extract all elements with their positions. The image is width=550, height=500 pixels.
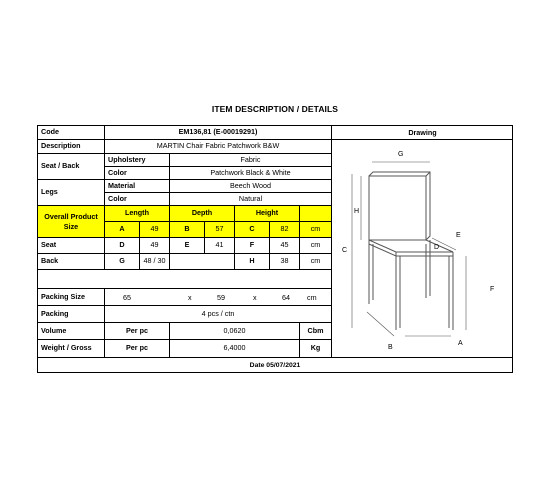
legs-color-value: Natural [170, 193, 332, 206]
height-header: Height [235, 206, 300, 222]
material-label: Material [105, 180, 170, 193]
volume-label: Volume [38, 323, 105, 340]
pack-height: 64 [282, 293, 290, 302]
overall-header-blank [300, 206, 332, 222]
pack-unit: cm [307, 293, 317, 302]
weight-value: 6,4000 [170, 340, 300, 358]
pack-length: 65 [123, 293, 131, 302]
dim-a-label: A [458, 340, 463, 347]
g-value: 48 / 30 [140, 254, 170, 270]
back-label: Back [38, 254, 105, 270]
d-value: 49 [140, 238, 170, 254]
seat-unit: cm [300, 238, 332, 254]
legs-label: Legs [38, 180, 105, 206]
back-unit: cm [300, 254, 332, 270]
dim-e-label: E [456, 232, 461, 239]
description-label: Description [38, 140, 105, 154]
upholstery-label: Upholstery [105, 154, 170, 167]
a-letter: A [105, 222, 140, 238]
f-value: 45 [270, 238, 300, 254]
spec-sheet [37, 125, 513, 373]
dim-b-label: B [388, 344, 393, 351]
back-blank [170, 254, 235, 270]
pack-x1: x [188, 293, 192, 302]
weight-unit: Kg [300, 340, 332, 358]
pack-width: 59 [217, 293, 225, 302]
f-letter: F [235, 238, 270, 254]
c-value: 82 [270, 222, 300, 238]
pack-x2: x [253, 293, 257, 302]
dim-c-label: C [342, 247, 348, 254]
dim-d-label: D [434, 244, 440, 251]
legs-color-label: Color [105, 193, 170, 206]
code-label: Code [38, 126, 105, 140]
seat-color-label: Color [105, 167, 170, 180]
seat-label: Seat [38, 238, 105, 254]
description-value: MARTIN Chair Fabric Patchwork B&W [105, 140, 332, 154]
packing-size-values [105, 289, 332, 306]
volume-unit: Cbm [300, 323, 332, 340]
weight-per: Per pc [105, 340, 170, 358]
overall-unit: cm [300, 222, 332, 238]
material-value: Beech Wood [170, 180, 332, 193]
dim-h-label: H [354, 208, 360, 215]
b-value: 57 [205, 222, 235, 238]
seat-color-value: Patchwork Black & White [170, 167, 332, 180]
volume-value: 0,0620 [170, 323, 300, 340]
volume-per: Per pc [105, 323, 170, 340]
g-letter: G [105, 254, 140, 270]
overall-size-label: Overall Product Size [38, 206, 105, 238]
b-letter: B [170, 222, 205, 238]
packing-size-label: Packing Size [38, 289, 105, 306]
packing-label: Packing [38, 306, 105, 323]
spacer-row [38, 270, 332, 289]
depth-header: Depth [170, 206, 235, 222]
date-line: Date 05/07/2021 [249, 362, 301, 369]
seat-back-label: Seat / Back [38, 154, 105, 180]
dim-f-label: F [490, 286, 495, 293]
d-letter: D [105, 238, 140, 254]
h-letter: H [235, 254, 270, 270]
h-value: 38 [270, 254, 300, 270]
c-letter: C [235, 222, 270, 238]
document-title: ITEM DESCRIPTION / DETAILS [211, 104, 339, 114]
packing-value: 4 pcs / ctn [105, 306, 332, 323]
code-value: EM136,81 (E-00019291) [105, 126, 332, 140]
weight-label: Weight / Gross [38, 340, 105, 358]
a-value: 49 [140, 222, 170, 238]
drawing-header: Drawing [332, 126, 513, 140]
upholstery-value: Fabric [170, 154, 332, 167]
e-value: 41 [205, 238, 235, 254]
chair-drawing [332, 140, 513, 358]
e-letter: E [170, 238, 205, 254]
length-header: Length [105, 206, 170, 222]
dim-g-label: G [398, 151, 404, 158]
